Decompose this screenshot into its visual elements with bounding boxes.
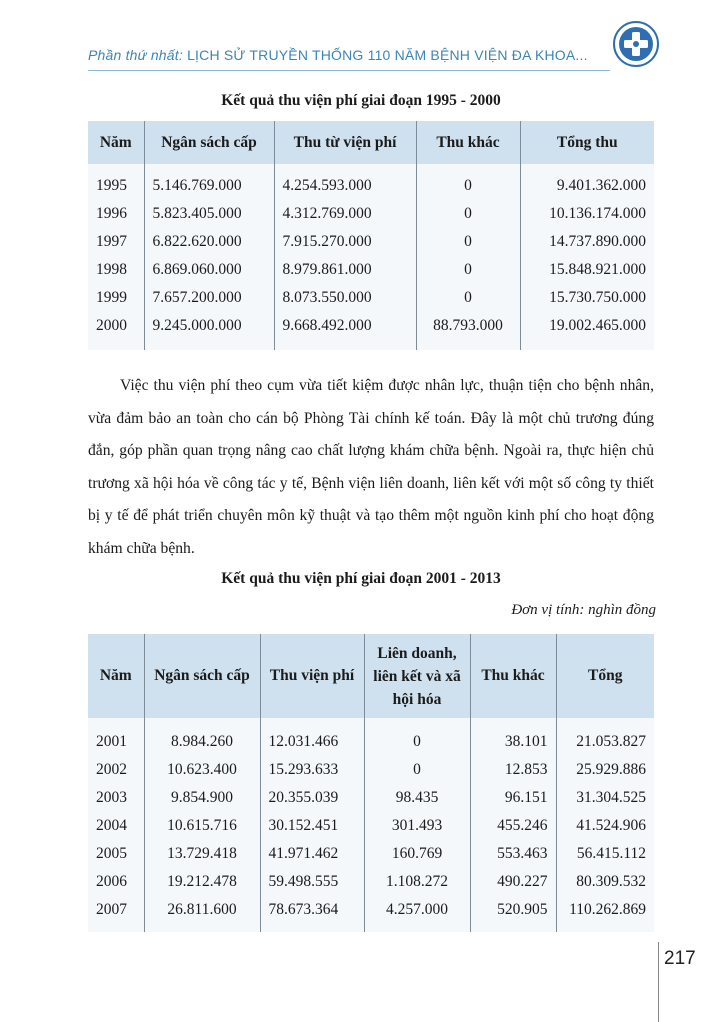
- table-row: [88, 812, 654, 840]
- table1-header-cell: Ngân sách cấp: [144, 121, 274, 164]
- table2-title: Kết quả thu viện phí giai đoạn 2001 - 2013: [221, 570, 501, 587]
- table2: [88, 634, 654, 932]
- table-cell: 9.668.492.000: [274, 312, 416, 350]
- table-cell: 9.245.000.000: [144, 312, 274, 350]
- table-row: [88, 228, 654, 256]
- section-title: LỊCH SỬ TRUYỀN THỐNG 110 NĂM BỆNH VIỆN ĐA KHOA...: [187, 47, 588, 63]
- table-cell: 1996: [96, 205, 127, 222]
- table1-header-cell: Năm: [88, 121, 144, 164]
- table-cell: 88.793.000: [416, 312, 520, 350]
- page-number: 217: [664, 948, 696, 969]
- table-cell: 38.101: [470, 718, 556, 756]
- table-cell: 25.929.886: [556, 756, 654, 784]
- table-cell: 80.309.532: [556, 868, 654, 896]
- table-cell: 96.151: [470, 784, 556, 812]
- table-cell: 0: [416, 228, 520, 256]
- table-cell: 78.673.364: [260, 896, 364, 932]
- table-cell: 8.073.550.000: [274, 284, 416, 312]
- hospital-logo-icon: [612, 20, 660, 68]
- table-cell: 9.401.362.000: [520, 164, 654, 200]
- table-cell: 2007: [96, 901, 127, 918]
- table-cell: 19.212.478: [144, 868, 260, 896]
- table2-header-row: [88, 634, 654, 718]
- table-cell: 26.811.600: [144, 896, 260, 932]
- table-cell: 15.848.921.000: [520, 256, 654, 284]
- running-header: [88, 47, 588, 63]
- table-cell: 59.498.555: [260, 868, 364, 896]
- table-cell: 5.146.769.000: [144, 164, 274, 200]
- table-cell: 31.304.525: [556, 784, 654, 812]
- table-cell: 10.615.716: [144, 812, 260, 840]
- table2-header-cell: Thu viện phí: [260, 634, 364, 718]
- table-cell: 41.971.462: [260, 840, 364, 868]
- table-cell: 0: [416, 284, 520, 312]
- table-cell: 1999: [96, 289, 127, 306]
- table-cell: 15.293.633: [260, 756, 364, 784]
- table-cell: 1995: [96, 177, 127, 194]
- table-row: [88, 256, 654, 284]
- table-row: [88, 312, 654, 350]
- table-cell: 0: [416, 200, 520, 228]
- table-cell: 10.136.174.000: [520, 200, 654, 228]
- table-cell: 9.854.900: [144, 784, 260, 812]
- footer-divider: [658, 942, 659, 1022]
- table-cell: 301.493: [364, 812, 470, 840]
- table-row: [88, 164, 654, 200]
- table-cell: 490.227: [470, 868, 556, 896]
- table-cell: 21.053.827: [556, 718, 654, 756]
- table-row: [88, 868, 654, 896]
- table-cell: 455.246: [470, 812, 556, 840]
- part-label: Phần thứ nhất:: [88, 47, 183, 63]
- table-cell: 0: [416, 256, 520, 284]
- table-cell: 1.108.272: [364, 868, 470, 896]
- table2-header-cell: Ngân sách cấp: [144, 634, 260, 718]
- table2-header-cell: Thu khác: [470, 634, 556, 718]
- table-cell: 41.524.906: [556, 812, 654, 840]
- table-cell: 2004: [96, 817, 127, 834]
- table2-header-cell: Tổng: [556, 634, 654, 718]
- table-cell: 4.257.000: [364, 896, 470, 932]
- table2-header-cell: Năm: [88, 634, 144, 718]
- table-cell: 7.915.270.000: [274, 228, 416, 256]
- table1-header-cell: Tổng thu: [520, 121, 654, 164]
- table-cell: 8.979.861.000: [274, 256, 416, 284]
- table-cell: 5.823.405.000: [144, 200, 274, 228]
- table-cell: 12.853: [470, 756, 556, 784]
- table-cell: 110.262.869: [556, 896, 654, 932]
- table-cell: 2002: [96, 761, 127, 778]
- table-cell: 10.623.400: [144, 756, 260, 784]
- table1-header-row: [88, 121, 654, 164]
- table-cell: 2000: [96, 317, 127, 334]
- table-cell: 4.254.593.000: [274, 164, 416, 200]
- table-cell: 6.822.620.000: [144, 228, 274, 256]
- table-row: [88, 840, 654, 868]
- table-cell: 2001: [96, 733, 127, 750]
- header-divider: [88, 70, 610, 71]
- table-cell: 8.984.260: [144, 718, 260, 756]
- table-cell: 13.729.418: [144, 840, 260, 868]
- table-cell: 14.737.890.000: [520, 228, 654, 256]
- table-cell: 4.312.769.000: [274, 200, 416, 228]
- table-row: [88, 784, 654, 812]
- table-row: [88, 284, 654, 312]
- table-cell: 7.657.200.000: [144, 284, 274, 312]
- table-cell: 6.869.060.000: [144, 256, 274, 284]
- table-cell: 20.355.039: [260, 784, 364, 812]
- table1-header-cell: Thu từ viện phí: [274, 121, 416, 164]
- table-cell: 19.002.465.000: [520, 312, 654, 350]
- table-cell: 1998: [96, 261, 127, 278]
- table-cell: 1997: [96, 233, 127, 250]
- table-row: [88, 718, 654, 756]
- table2-unit: Đơn vị tính: nghìn đồng: [511, 602, 656, 618]
- table-cell: 553.463: [470, 840, 556, 868]
- table-cell: 0: [364, 756, 470, 784]
- table-cell: 160.769: [364, 840, 470, 868]
- table-cell: 98.435: [364, 784, 470, 812]
- table1: [88, 121, 654, 350]
- table-cell: 520.905: [470, 896, 556, 932]
- table2-header-cell: Liên doanh, liên kết và xã hội hóa: [364, 634, 470, 718]
- table-row: [88, 200, 654, 228]
- table1-title: Kết quả thu viện phí giai đoạn 1995 - 2000: [221, 92, 501, 109]
- table-cell: 2006: [96, 873, 127, 890]
- table-cell: 12.031.466: [260, 718, 364, 756]
- table-cell: 2005: [96, 845, 127, 862]
- body-paragraph: Việc thu viện phí theo cụm vừa tiết kiệm được nhân lực, thuận tiện cho bệnh nhân, vừa đảm bảo an toàn cho cán bộ Phòng Tài chính kế toán. Đây là một chủ trương đúng đắn, góp phần quan trọng nâng cao chất lượng khám chữa bệnh. Ngoài ra, thực hiện chủ trương xã hội hóa về công tác y tế, Bệnh viện liên doanh, liên kết với một số công ty thiết bị y tế để phát triển chuyên môn kỹ thuật và tạo thêm một nguồn kinh phí cho hoạt động khám chữa bệnh.: [88, 377, 654, 557]
- table-row: [88, 896, 654, 932]
- table-cell: 0: [416, 164, 520, 200]
- table1-header-cell: Thu khác: [416, 121, 520, 164]
- table-cell: 0: [364, 718, 470, 756]
- table-cell: 15.730.750.000: [520, 284, 654, 312]
- table-cell: 30.152.451: [260, 812, 364, 840]
- table-cell: 56.415.112: [556, 840, 654, 868]
- table-cell: 2003: [96, 789, 127, 806]
- table-row: [88, 756, 654, 784]
